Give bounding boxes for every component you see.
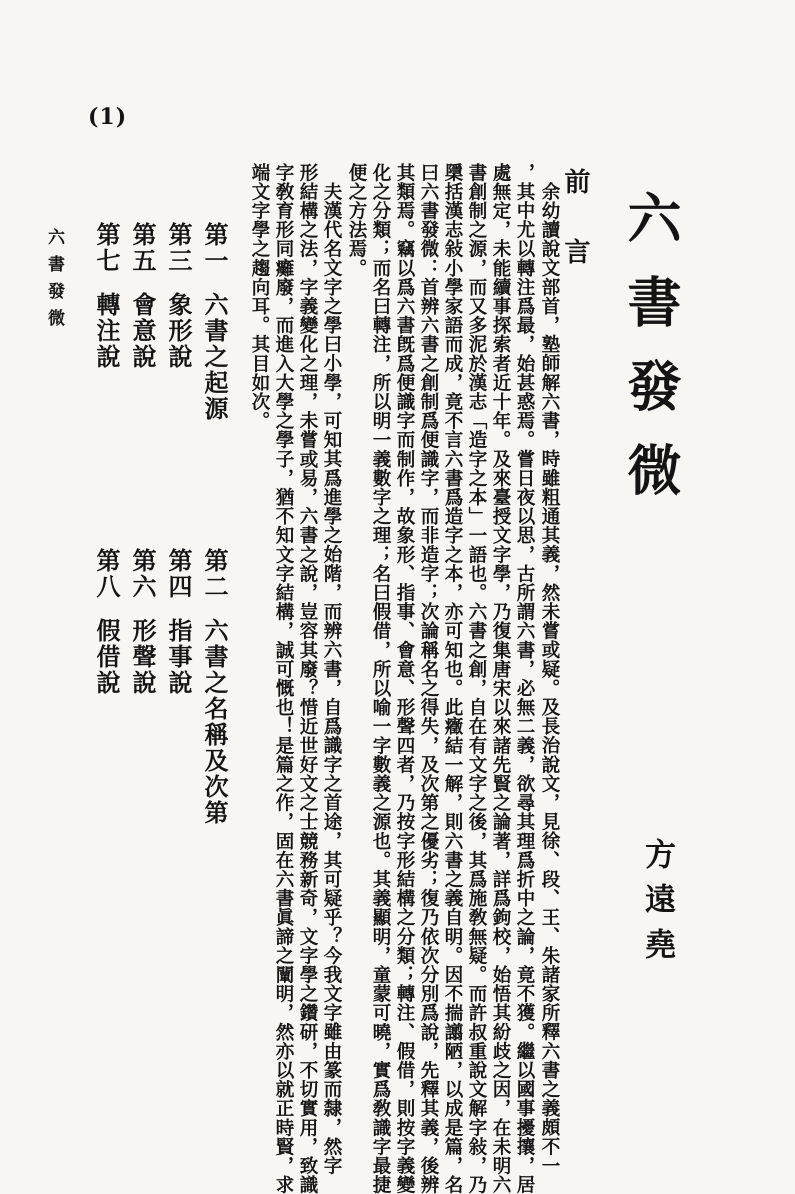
toc-item[interactable] xyxy=(200,222,228,422)
toc-item-title: 指事說 xyxy=(164,618,193,696)
preface-heading: 前言 xyxy=(560,168,590,308)
preface-column: 曰六書發微：首辨六書之創制爲便識字，而非造字；次論稱名之得失，及次第之優劣；復乃依次分別爲說，先釋其義，後辨 xyxy=(418,163,439,1194)
toc-item[interactable] xyxy=(200,548,228,826)
toc-item-number: 第五 xyxy=(128,222,157,274)
book-title: 六書發微 xyxy=(619,190,683,526)
toc-item[interactable] xyxy=(164,222,192,370)
page-number: (1) xyxy=(88,104,128,130)
toc-item-number: 第三 xyxy=(164,222,193,274)
toc-item-title: 假借說 xyxy=(92,618,121,696)
toc-item-number: 第一 xyxy=(200,222,229,274)
toc-item-title: 轉注說 xyxy=(92,292,121,370)
preface-column: 其類焉。竊以爲六書旣爲便識字而制作，故象形、指事、會意、形聲四者，乃按字形結構之分類；轉注、假借，則按字義變 xyxy=(394,163,415,1194)
preface-column: 形結構之法，字義變化之理，未嘗或易，六書之說，豈容其廢？惜近世好文之士競務新奇，文字學之鑽研，不切實用，致識 xyxy=(297,163,318,1194)
running-title: 六書發微 xyxy=(44,228,64,336)
toc-item-title: 象形說 xyxy=(164,292,193,370)
preface-column: 余幼讀說文部首，塾師解六書，時雖粗通其義，然未嘗或疑。及長治說文，見徐、段、王、朱諸家所釋六書之義頗不一 xyxy=(539,182,560,1176)
toc-item-number: 第六 xyxy=(128,548,157,600)
preface-column: 書創制之源，而又多泥於漢志「造字之本」一語也。六書之創，自在有文字之後，其爲施敎無疑。而許叔重說文解字敍，乃 xyxy=(466,163,487,1194)
toc-item-number: 第八 xyxy=(92,548,121,600)
preface-column: 檃括漢志敍小學家語而成，竟不言六書爲造字之本，亦可知也。此癥結一解，則六書之義自明。因不揣譾陋，以成是篇，名 xyxy=(442,163,463,1194)
toc-item-title: 形聲說 xyxy=(128,618,157,696)
toc-item-title: 六書之名稱及次第 xyxy=(200,618,229,826)
preface-column: 夫漢代名文字之學曰小學，可知其爲進學之始階，而辨六書，自爲識字之首途，其可疑乎？今我文字雖由篆而隸，然字 xyxy=(321,182,342,1176)
toc-item-number: 第四 xyxy=(164,548,193,600)
toc-item-number: 第七 xyxy=(92,222,121,274)
author-name: 方遠堯 xyxy=(639,838,675,973)
preface-column: 便之方法焉。 xyxy=(346,163,367,278)
toc-item[interactable] xyxy=(128,548,156,696)
toc-item[interactable] xyxy=(128,222,156,370)
toc-item[interactable] xyxy=(92,222,120,370)
toc-item[interactable] xyxy=(92,548,120,696)
preface-column: ，其中尤以轉注爲最，始甚惑焉。嘗日夜以思，古所謂六書，必無二義，欲尋其理爲折中之論，竟不獲。繼以國事擾攘，居 xyxy=(514,163,535,1194)
toc-item[interactable] xyxy=(164,548,192,696)
toc-item-title: 會意說 xyxy=(128,292,157,370)
preface-column: 端文字學之趨向耳。其目如次。 xyxy=(249,163,270,431)
preface-column: 處無定，未能續事探索者近十年。及來臺授文字學，乃復集唐宋以來諸先賢之論著，詳爲鉤校，始悟其紛歧之因，在未明六 xyxy=(490,163,511,1194)
toc-item-number: 第二 xyxy=(200,548,229,600)
preface-column: 化之分類；而名曰轉注，所以明一義數字之理；名曰假借，所以喻一字數義之源也。其義顯明，童蒙可曉，實爲敎識字最捷 xyxy=(370,163,391,1194)
toc-item-title: 六書之起源 xyxy=(200,292,229,422)
preface-column: 字敎育形同癱廢，而進入大學之學子，猶不知文字結構，誠可慨也！是篇之作，固在六書眞諦之闡明，然亦以就正時賢，求 xyxy=(273,163,294,1194)
